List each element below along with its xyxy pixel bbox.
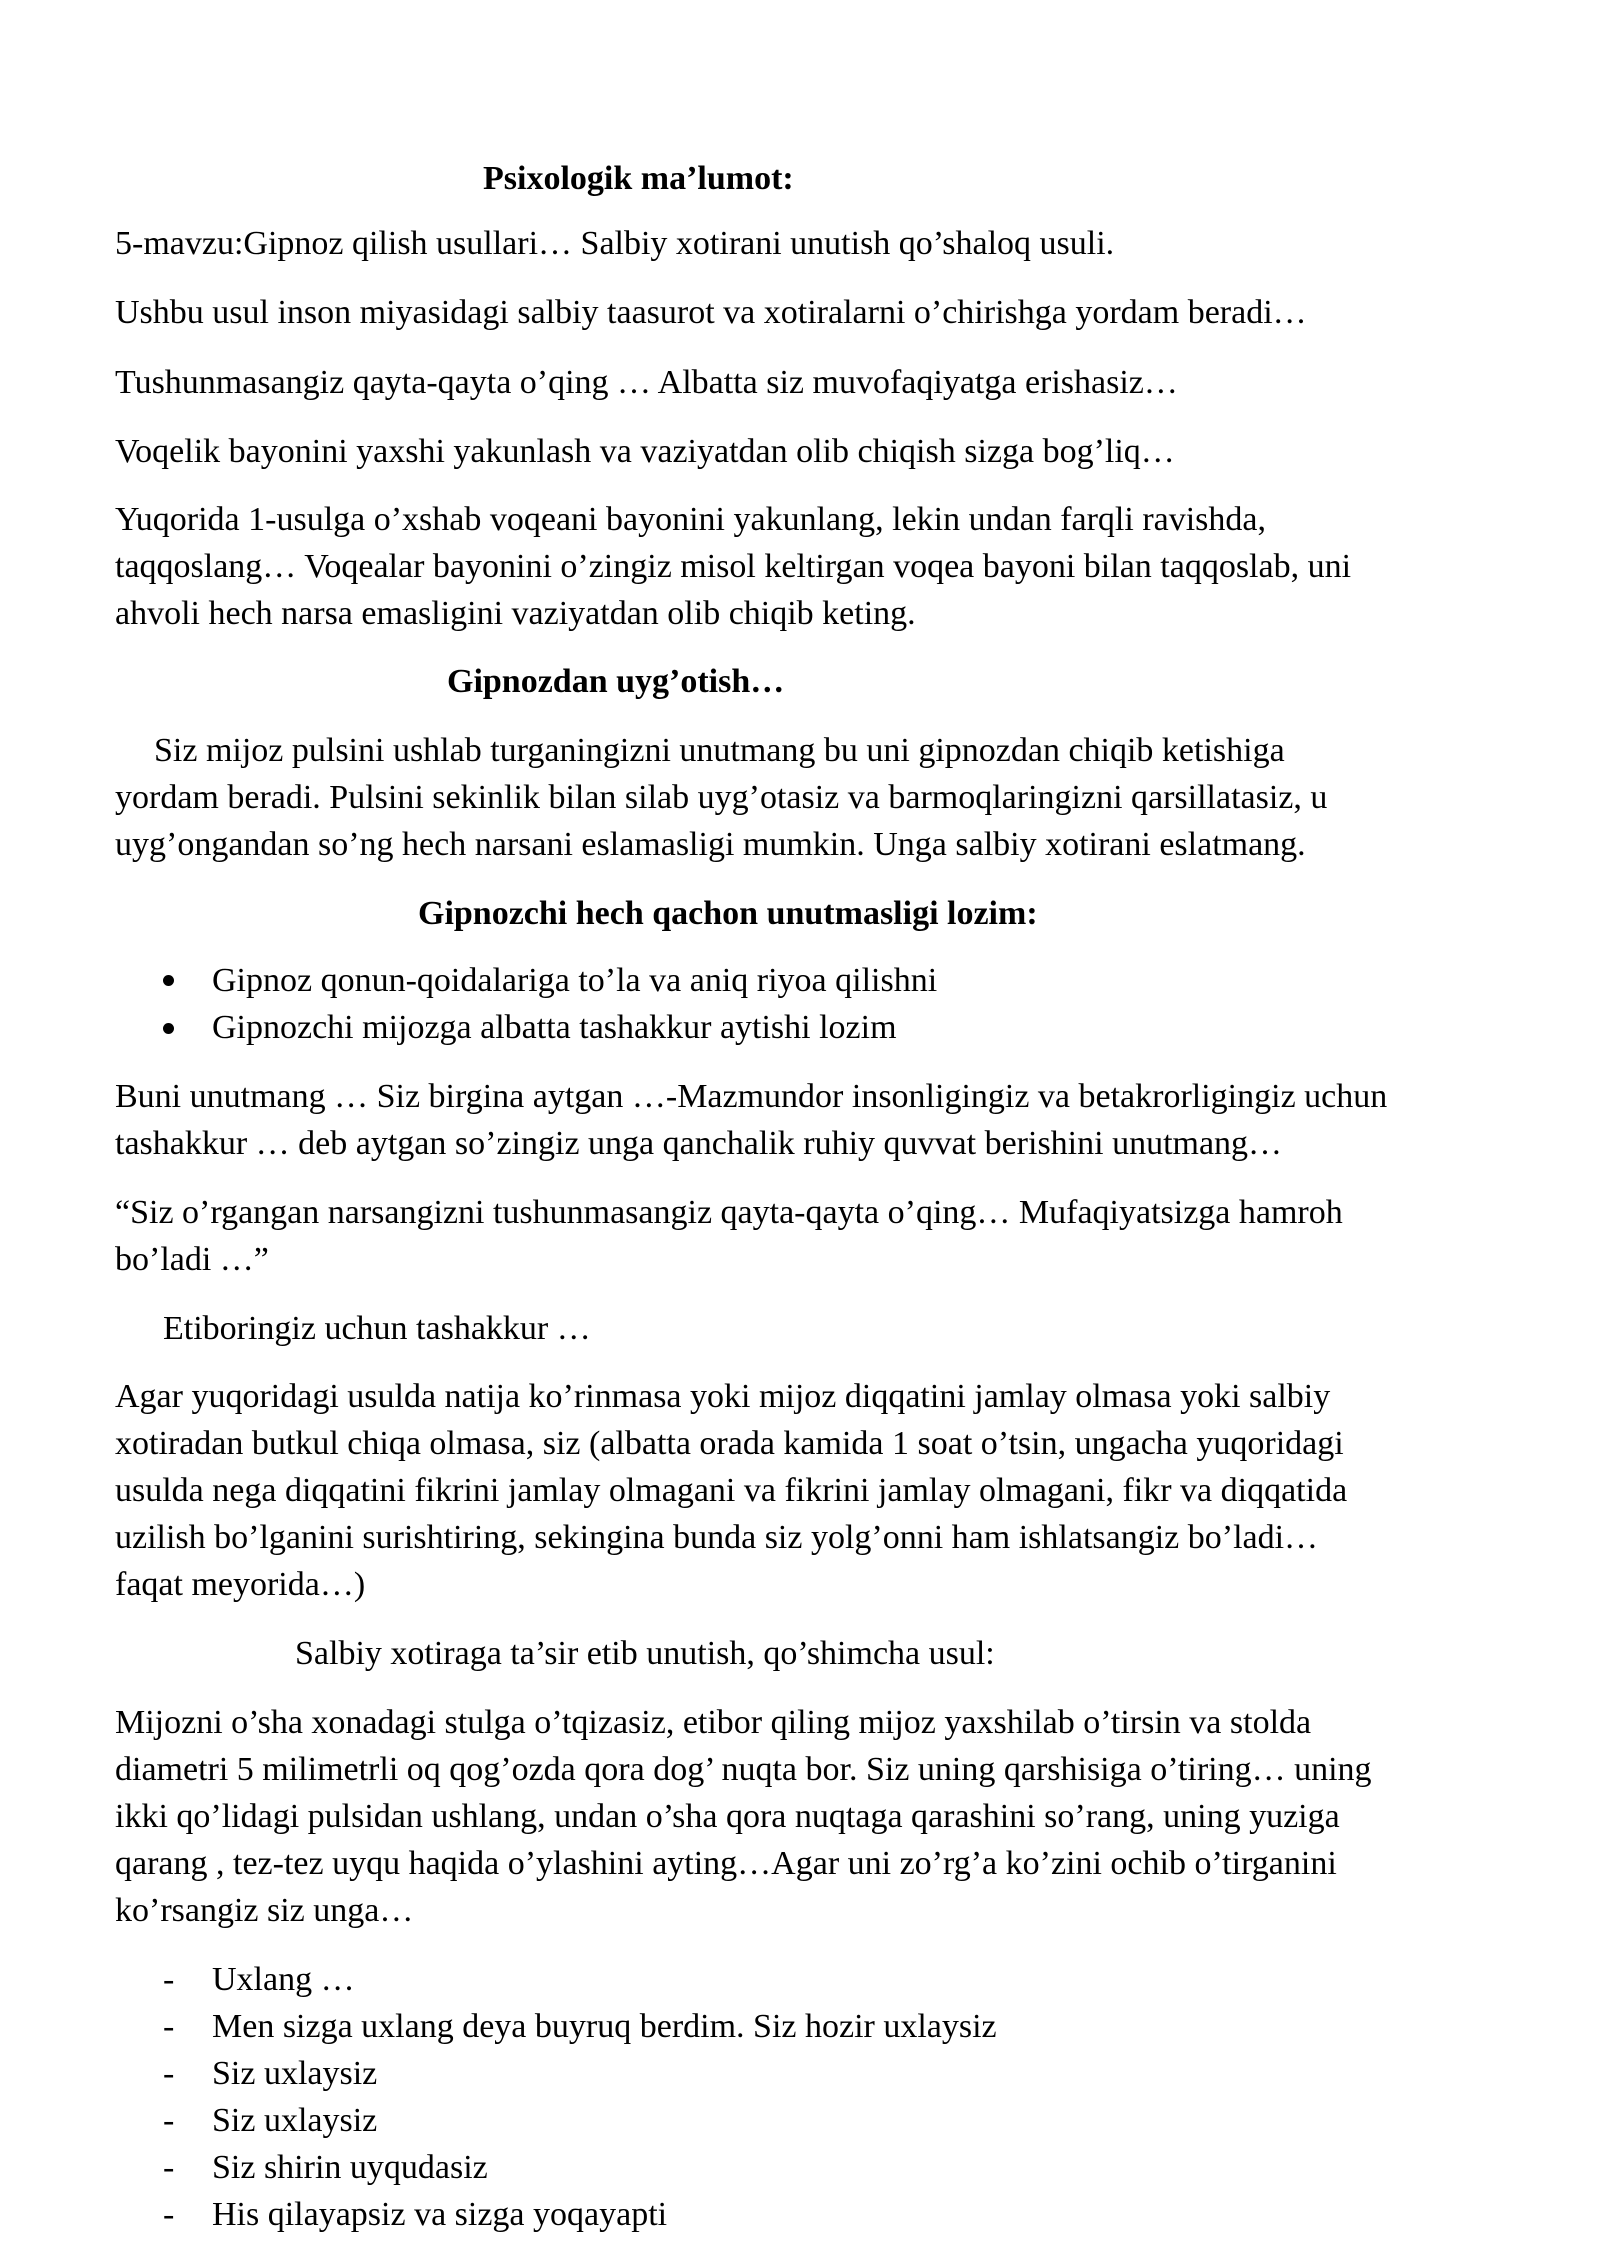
- paragraph-line: ikki qo’lidagi pulsidan ushlang, undan o’sha qora nuqtaga qarashini so’rang, uning yuziga: [115, 1798, 1340, 1835]
- bullet-item: Gipnoz qonun-qoidalariga to’la va aniq riyoa qilishni: [212, 962, 938, 999]
- paragraph-line: taqqoslang… Voqealar bayonini o’zingiz misol keltirgan voqea bayoni bilan taqqoslab, uni: [115, 548, 1352, 585]
- dash-marker: -: [163, 2149, 175, 2186]
- dash-marker: -: [163, 2196, 175, 2233]
- bullet-item: Gipnozchi mijozga albatta tashakkur aytishi lozim: [212, 1009, 897, 1046]
- heading-gipnozdan: Gipnozdan uyg’otish…: [447, 663, 785, 700]
- dash-marker: -: [163, 1961, 175, 1998]
- paragraph-line: uyg’ongandan so’ng hech narsani eslamasligi mumkin. Unga salbiy xotirani eslatmang.: [115, 826, 1306, 863]
- dash-item: Uxlang …: [212, 1961, 355, 1998]
- paragraph-line: uzilish bo’lganini surishtiring, sekingina bunda siz yolg’onni ham ishlatsangiz bo’ladi…: [115, 1519, 1319, 1556]
- dash-item: Siz uxlaysiz: [212, 2102, 378, 2139]
- paragraph-line: ko’rsangiz siz unga…: [115, 1892, 414, 1929]
- intro-line: 5-mavzu:Gipnoz qilish usullari… Salbiy xotirani unutish qo’shaloq usuli.: [115, 225, 1115, 262]
- bullet-icon: [163, 975, 174, 986]
- paragraph-line: ahvoli hech narsa emasligini vaziyatdan olib chiqib keting.: [115, 595, 916, 632]
- paragraph-line: usulda nega diqqatini fikrini jamlay olmagani va fikrini jamlay olmagani, fikr va diqqatida: [115, 1472, 1348, 1509]
- dash-marker: -: [163, 2008, 175, 2045]
- intro-line: Ushbu usul inson miyasidagi salbiy taasurot va xotiralarni o’chirishga yordam beradi…: [115, 294, 1307, 331]
- paragraph-line: tashakkur … deb aytgan so’zingiz unga qanchalik ruhiy quvvat berishini unutmang…: [115, 1125, 1283, 1162]
- paragraph-line: xotiradan butkul chiqa olmasa, siz (albatta orada kamida 1 soat o’tsin, ungacha yuqoridagi: [115, 1425, 1344, 1462]
- paragraph-line: diametri 5 milimetrli oq qog’ozda qora dog’ nuqta bor. Siz uning qarshisiga o’tiring… uning: [115, 1751, 1372, 1788]
- intro-line: Tushunmasangiz qayta-qayta o’qing … Albatta siz muvofaqiyatga erishasiz…: [115, 364, 1178, 401]
- bullet-icon: [163, 1023, 174, 1034]
- paragraph-line: Buni unutmang … Siz birgina aytgan …-Mazmundor insonligingiz va betakrorligingiz uchun: [115, 1078, 1388, 1115]
- paragraph-line: faqat meyorida…): [115, 1566, 366, 1603]
- quote-line: bo’ladi …”: [115, 1241, 269, 1278]
- heading-salbiy: Salbiy xotiraga ta’sir etib unutish, qo’shimcha usul:: [295, 1635, 995, 1672]
- dash-item: Siz uxlaysiz: [212, 2055, 378, 2092]
- dash-item: Men sizga uxlang deya buyruq berdim. Siz hozir uxlaysiz: [212, 2008, 997, 2045]
- paragraph-line: Agar yuqoridagi usulda natija ko’rinmasa yoki mijoz diqqatini jamlay olmasa yoki salbiy: [115, 1378, 1331, 1415]
- paragraph-line: Mijozni o’sha xonadagi stulga o’tqizasiz, etibor qiling mijoz yaxshilab o’tirsin va stolda: [115, 1704, 1312, 1741]
- paragraph-line: Siz mijoz pulsini ushlab turganingizni unutmang bu uni gipnozdan chiqib ketishiga: [154, 732, 1285, 769]
- dash-marker: -: [163, 2102, 175, 2139]
- dash-item: His qilayapsiz va sizga yoqayapti: [212, 2196, 668, 2233]
- heading-psixologik: Psixologik ma’lumot:: [483, 160, 794, 197]
- heading-gipnozchi: Gipnozchi hech qachon unutmasligi lozim:: [418, 895, 1038, 932]
- paragraph-line: yordam beradi. Pulsini sekinlik bilan silab uyg’otasiz va barmoqlaringizni qarsillatasiz, u: [115, 779, 1328, 816]
- paragraph-line: qarang , tez-tez uyqu haqida o’ylashini ayting…Agar uni zo’rg’a ko’zini ochib o’tirganini: [115, 1845, 1337, 1882]
- dash-marker: -: [163, 2055, 175, 2092]
- thanks-line: Etiboringiz uchun tashakkur …: [163, 1310, 591, 1347]
- dash-item: Siz shirin uyqudasiz: [212, 2149, 488, 2186]
- intro-line: Voqelik bayonini yaxshi yakunlash va vaziyatdan olib chiqish sizga bog’liq…: [115, 433, 1175, 470]
- paragraph-line: Yuqorida 1-usulga o’xshab voqeani bayonini yakunlang, lekin undan farqli ravishda,: [115, 501, 1267, 538]
- quote-line: “Siz o’rgangan narsangizni tushunmasangiz qayta-qayta o’qing… Mufaqiyatsizga hamroh: [115, 1194, 1343, 1231]
